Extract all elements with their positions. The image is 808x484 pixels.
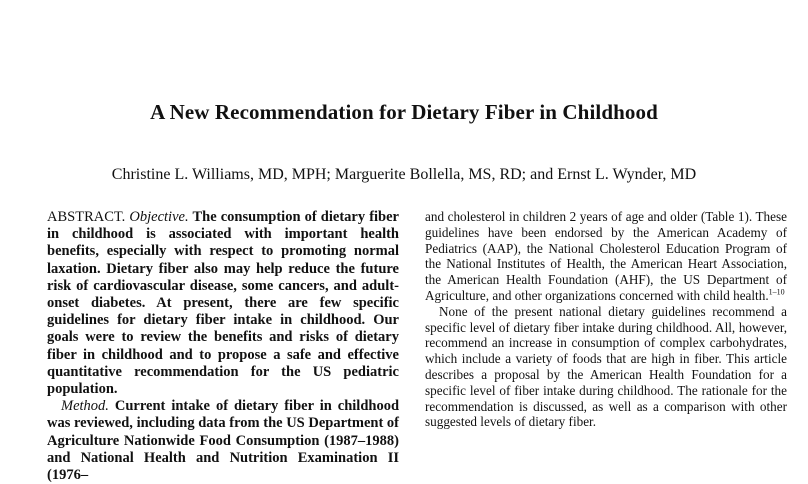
article-title: A New Recommendation for Dietary Fiber in Childhood [150, 100, 658, 124]
method-label: Method. [61, 398, 109, 415]
abstract-method-paragraph [47, 398, 399, 484]
abstract-heading: ABSTRACT. [47, 209, 126, 225]
body-paragraph-1-text: and cholesterol in children 2 years of age and older (Table 1). These guidelines have been endorsed by the American Academy of Pediatrics (AAP), the National Cholesterol Education Program of the National Institutes of Health, the American Heart Association, the American Health Foundation (AHF), the US Department of Agriculture, and other organizations concerned with child health. [425, 209, 787, 303]
body-paragraph-2: None of the present national dietary guidelines recommend a specific level of dietary fiber intake during childhood. All, however, recommend an increase in consumption of complex carbohydrates, which include a variety of foods that are high in fiber. This article describes a proposal by the American Health Foundation for a specific level of fiber intake during childhood. The rationale for the recommendation is discussed, as well as a comparison with other suggested levels of dietary fiber. [425, 303, 787, 430]
objective-text: The consumption of dietary fiber in childhood is associated with important health benefits, especially with respect to promoting normal laxation. Dietary fiber also may help reduce the future risk of cardiovascular disease, some cancers, and adult-onset diabetes. At present, there are few specific guidelines for dietary fiber intake in childhood. Our goals were to review the benefits and risks of dietary fiber in childhood and to propose a safe and effective quantitative recommendation for the US pediatric population. [47, 209, 399, 398]
author-list: Christine L. Williams, MD, MPH; Marguerite Bollella, MS, RD; and Ernst L. Wynder, MD [111, 166, 697, 183]
reference-marker: 1–10 [768, 287, 785, 297]
body-paragraph-1 [425, 209, 787, 304]
objective-label: Objective. [129, 209, 189, 225]
abstract-column [47, 209, 399, 484]
method-text: Current intake of dietary fiber in childhood was reviewed, including data from the US Department of Agriculture Nationwide Food Consumption (1987–1988) and National Health and Nutrition Examination II (1976– [47, 398, 400, 484]
abstract-objective-paragraph [47, 209, 399, 398]
body-column [425, 209, 787, 430]
